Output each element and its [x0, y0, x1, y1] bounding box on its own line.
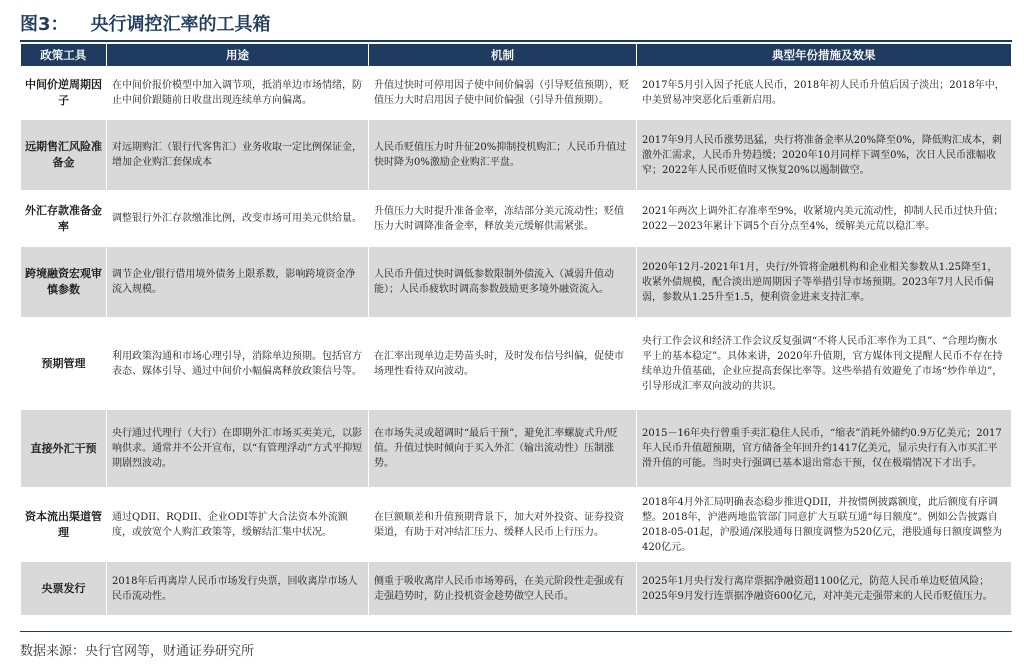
header-effect: 典型年份措施及效果: [637, 44, 1011, 67]
use-cell: 调整银行外汇存款缴准比例，改变市场可用美元供给量。: [107, 191, 369, 246]
effect-cell: 央行工作会议和经济工作会议反复强调“不将人民币汇率作为工具”、“合理均衡水平上的基本稳定”。具体来讲，2020年升值期，官方媒体刊文提醒人民币不存在持续单边升值基础，企业应提高套保比率等。这些举措有效避免了市场“炒作单边”，引导形成汇率双向波动的共识。: [637, 318, 1011, 409]
mechanism-cell: 人民币升值过快时调低参数限制外债流入（减弱升值动能）；人民币疲软时调高参数鼓励更多境外融资流入。: [369, 246, 637, 318]
effect-cell: 2017年5月引入因子托底人民币，2018年初人民币升值后因子淡出；2018年中，中美贸易冲突恶化后重新启用。: [637, 67, 1011, 119]
table-row: [21, 191, 1011, 246]
use-cell: 利用政策沟通和市场心理引导，消除单边预期。包括官方表态、媒体引导、通过中间价小幅偏离释放政策信号等。: [107, 318, 369, 409]
mechanism-cell: 侧重于吸收离岸人民币市场筹码，在美元阶段性走强或有走强趋势时，防止投机资金趁势做空人民币。: [369, 561, 637, 615]
mechanism-cell: 在汇率出现单边走势苗头时，及时发布信号纠偏，促使市场理性看待双向波动。: [369, 318, 637, 409]
policy-tools-table: [20, 44, 1011, 615]
header-tool: 政策工具: [21, 44, 107, 67]
header-mechanism: 机制: [369, 44, 637, 67]
use-cell: 调节企业/银行借用境外债务上限系数，影响跨境资金净流入规模。: [107, 246, 369, 318]
mechanism-cell: 人民币贬值压力时升征20%抑制投机购汇；人民币升值过快时降为0%激励企业购汇平盘。: [369, 119, 637, 191]
effect-cell: 2017年9月人民币涨势迅猛，央行将准备金率从20%降至0%，降低购汇成本，刺激外汇需求，人民币升势趋缓；2020年10月同样下调至0%，次日人民币涨幅收窄；2022年人民币贬值时又恢复20%以遏制做空。: [637, 119, 1011, 191]
use-cell: 在中间价报价模型中加入调节项，抵消单边市场情绪，防止中间价跟随前日收盘出现连续单方向偏离。: [107, 67, 369, 119]
mechanism-cell: 在市场失灵或超调时“最后干预”，避免汇率螺旋式升/贬值。升值过快时倾向于买入外汇（输出流动性）压制涨势。: [369, 409, 637, 488]
tool-cell: 远期售汇风险准备金: [21, 119, 107, 191]
figure-title: [20, 10, 271, 36]
mechanism-cell: 升值压力大时提升准备金率，冻结部分美元流动性；贬值压力大时调降准备金率，释放美元缓解供需紧张。: [369, 191, 637, 246]
table-row: [21, 409, 1011, 488]
effect-cell: 2021年两次上调外汇存准率至9%，收紧境内美元流动性，抑制人民币过快升值；2022－2023年累计下调5个百分点至4%，缓解美元荒以稳汇率。: [637, 191, 1011, 246]
table-row: [21, 561, 1011, 615]
use-cell: 通过QDII、RQDII、企业ODI等扩大合法资本外流额度，或放宽个人购汇政策等，缓解结汇集中状况。: [107, 488, 369, 561]
figure-title-text: 央行调控汇率的工具箱: [90, 14, 271, 35]
tool-cell: 跨境融资宏观审慎参数: [21, 246, 107, 318]
header-use: 用途: [107, 44, 369, 67]
figure-number: 图3：: [20, 14, 69, 35]
use-cell: 对远期购汇（银行代客售汇）业务收取一定比例保证金，增加企业购汇套保成本: [107, 119, 369, 191]
tool-cell: 预期管理: [21, 318, 107, 409]
title-rule: [20, 40, 1012, 42]
tool-cell: 直接外汇干预: [21, 409, 107, 488]
effect-cell: 2025年1月央行发行离岸票据净融资超1100亿元，防范人民币单边贬值风险；2025年9月发行连票据净融资600亿元，对冲美元走强带来的人民币贬值压力。: [637, 561, 1011, 615]
effect-cell: 2018年4月外汇局明确表态稳步推进QDII，并按惯例披露额度，此后额度有序调整。2018年，沪港两地监管部门同意扩大互联互通“每日额度”。例如公告披露自2018-05-01起，沪股通/深股通每日额度调整为520亿元，港股通每日额度调整为420亿元。: [637, 488, 1011, 561]
table-row: [21, 67, 1011, 119]
effect-cell: 2020年12月-2021年1月，央行/外管将金融机构和企业相关参数从1.25降至1，收紧外债规模，配合淡出逆周期因子等举措引导市场预期。2023年7月人民币偏弱，参数从1.25升至1.5，便利资金进来支持汇率。: [637, 246, 1011, 318]
tool-cell: 资本流出渠道管理: [21, 488, 107, 561]
table-header-row: [21, 44, 1011, 67]
effect-cell: 2015－16年央行曾重手卖汇稳住人民币，“缩表”消耗外储约0.9万亿美元；2017年人民币升值超预期，官方储备全年回升约1417亿美元，显示央行有入市买汇平滑升值的可能。当时央行强调已基本退出常态干预，仅在极端情况下才出手。: [637, 409, 1011, 488]
table-bottom-rule: [20, 631, 1012, 632]
tool-cell: 央票发行: [21, 561, 107, 615]
table-row: [21, 246, 1011, 318]
mechanism-cell: 在巨额顺差和升值预期背景下，加大对外投资、证券投资渠道，有助于对冲结汇压力、缓释人民币上行压力。: [369, 488, 637, 561]
table-row: [21, 318, 1011, 409]
tool-cell: 中间价逆周期因子: [21, 67, 107, 119]
tool-cell: 外汇存款准备金率: [21, 191, 107, 246]
use-cell: 央行通过代理行（大行）在即期外汇市场买卖美元，以影响供求。通常并不公开宣布，以“有管理浮动”方式平抑短期剧烈波动。: [107, 409, 369, 488]
table-row: [21, 488, 1011, 561]
use-cell: 2018年后再离岸人民币市场发行央票，回收离岸市场人民币流动性。: [107, 561, 369, 615]
mechanism-cell: 升值过快时可停用因子使中间价偏弱（引导贬值预期），贬值压力大时启用因子使中间价偏强（引导升值预期）。: [369, 67, 637, 119]
source-note: 数据来源：央行官网等，财通证券研究所: [20, 644, 255, 659]
table-row: [21, 119, 1011, 191]
